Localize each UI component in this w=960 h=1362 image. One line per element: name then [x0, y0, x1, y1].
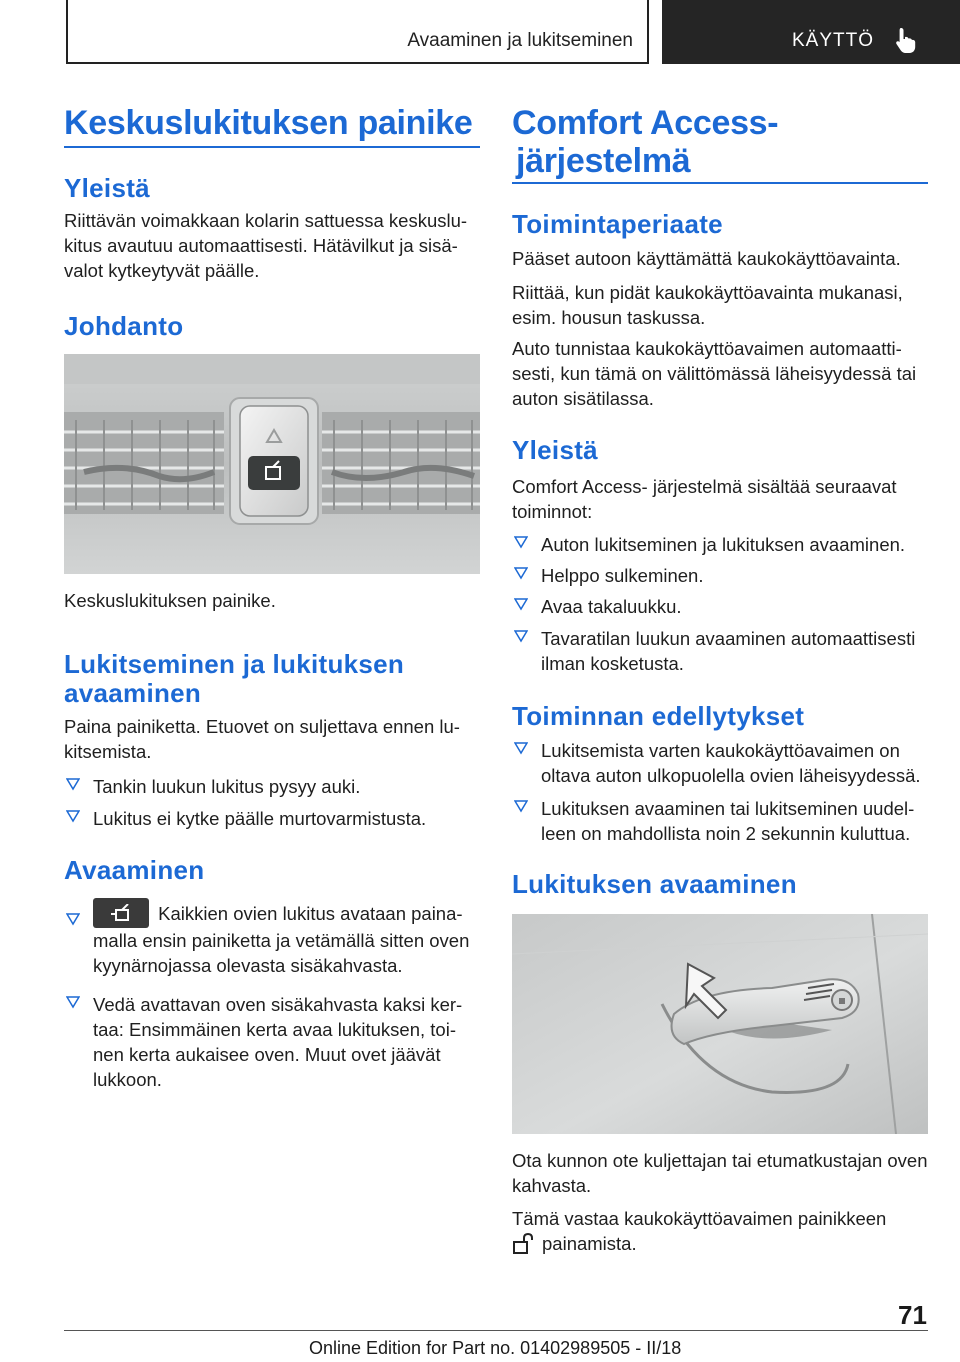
list-item: Auton lukitseminen ja lukituksen avaaminen.: [512, 532, 928, 557]
list-item: Lukituksen avaaminen tai lukitseminen uudel-leen on mahdollista noin 2 sekunnin kuluttua.: [512, 796, 928, 846]
header-section-tab[interactable]: [662, 0, 960, 64]
paragraph: Riittää, kun pidät kaukokäyttöavainta mukanasi, esim. housun taskussa.: [512, 282, 903, 328]
list-item: Lukitus ei kytke päälle murtovarmistusta.: [64, 806, 480, 831]
triangle-bullet-icon: [514, 799, 528, 813]
triangle-bullet-icon: [514, 566, 528, 580]
subheading-locking: Lukitseminen ja lukituksen avaaminen: [64, 649, 405, 708]
triangle-bullet-icon: [66, 995, 80, 1009]
subheading-unlocking: Lukituksen avaaminen: [512, 869, 797, 899]
list-item: Tavaratilan luukun avaaminen automaattisesti ilman kosketusta.: [512, 626, 928, 676]
list-item: Tankin luukun lukitus pysyy auki.: [64, 774, 480, 799]
paragraph: Pääset autoon käyttämättä kaukokäyttöavainta.: [512, 248, 901, 269]
heading-rule: [64, 146, 480, 148]
triangle-bullet-icon: [514, 741, 528, 755]
triangle-bullet-icon: [514, 535, 528, 549]
door-unlock-icon: [109, 904, 133, 922]
section-title: KÄYTTÖ: [792, 30, 875, 51]
paragraph-general: Riittävän voimakkaan kolarin sattuessa keskuslu-kitus avautuu automaattisesti. Hätävilkut ja sisä-valot kytkeytyvät päälle.: [64, 210, 468, 281]
paragraph: Auto tunnistaa kaukokäyttöavaimen automaatti-sesti, kun tämä on välittömässä läheisyydessä tai auton sisätilassa.: [512, 338, 917, 409]
photo-caption: Keskuslukituksen painike.: [64, 590, 276, 611]
triangle-bullet-icon: [66, 777, 80, 791]
subheading-general: Yleistä: [64, 173, 150, 203]
subheading-operating-principle: Toimintaperiaate: [512, 209, 723, 239]
chapter-title: Avaaminen ja lukitseminen: [407, 30, 633, 51]
heading-comfort-access: Comfort Access- järjestelmä: [512, 104, 779, 180]
triangle-bullet-icon: [514, 629, 528, 643]
triangle-bullet-icon: [514, 597, 528, 611]
door-handle-photo: [512, 914, 928, 1134]
footer-rule: [64, 1330, 928, 1331]
photo-caption: Ota kunnon ote kuljettajan tai etumatkustajan oven kahvasta.: [512, 1150, 928, 1196]
list-item: Kaikkien ovien lukitus avataan paina-malla ensin painiketta ja vetämällä sitten oven kyynärnojassa olevasta sisäkahvasta.: [64, 898, 480, 978]
subheading-general: Yleistä: [512, 435, 598, 465]
list-item: Avaa takaluukku.: [512, 594, 928, 619]
unlock-padlock-icon: [512, 1233, 536, 1255]
heading-rule: [512, 182, 928, 184]
central-lock-button-photo: [64, 354, 480, 574]
heading-central-lock-button: Keskuslukituksen painike: [64, 104, 473, 142]
list-item: Lukitsemista varten kaukokäyttöavaimen on oltava auton ulkopuolella ovien läheisyydessä.: [512, 738, 928, 788]
door-unlock-button-symbol: [93, 898, 149, 928]
edition-text: Online Edition for Part no. 01402989505 - II/18: [309, 1338, 682, 1358]
pointing-hand-icon: [894, 26, 920, 54]
photo-caption-key: Tämä vastaa kaukokäyttöavaimen painikkeen painamista.: [512, 1208, 887, 1254]
subheading-unlocking: Avaaminen: [64, 855, 205, 885]
list-item: Vedä avattavan oven sisäkahvasta kaksi ker-taa: Ensimmäinen kerta avaa lukituksen, toi-nen kerta aukaisee oven. Muut ovet jäävät lukkoon.: [64, 992, 480, 1092]
triangle-bullet-icon: [66, 912, 80, 926]
header-chapter-box: [66, 0, 649, 64]
paragraph-locking: Paina painiketta. Etuovet on suljettava ennen lu-kitsemista.: [64, 716, 460, 762]
page-number: 71: [898, 1300, 927, 1330]
subheading-introduction: Johdanto: [64, 311, 184, 341]
triangle-bullet-icon: [66, 809, 80, 823]
paragraph-general: Comfort Access- järjestelmä sisältää seuraavat toiminnot:: [512, 476, 897, 522]
list-item: Helppo sulkeminen.: [512, 563, 928, 588]
subheading-prerequisites: Toiminnan edellytykset: [512, 701, 805, 731]
